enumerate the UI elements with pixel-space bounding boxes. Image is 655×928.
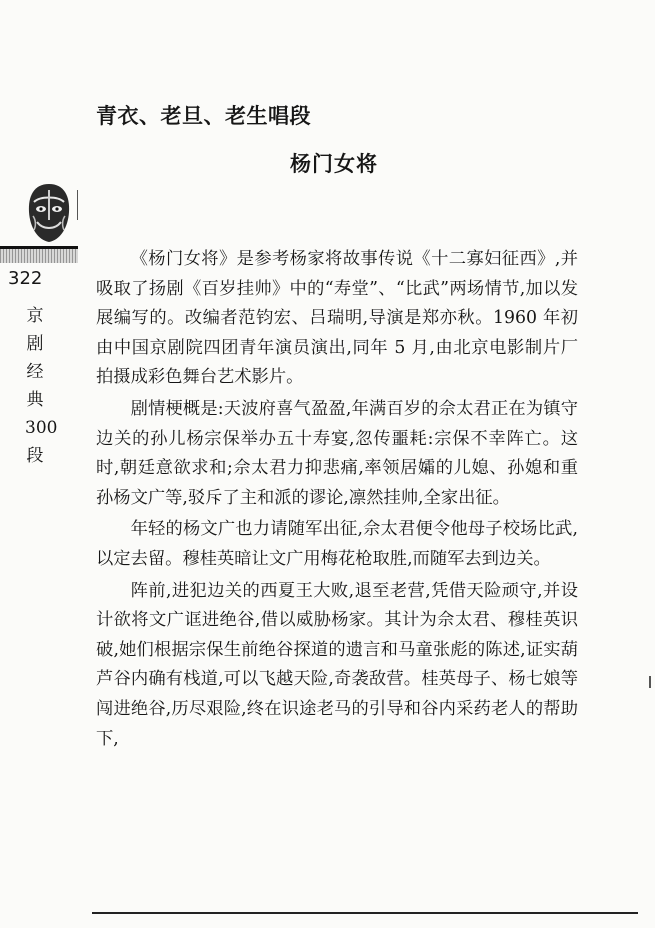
running-book-title: 京剧经典300段 bbox=[25, 306, 58, 466]
article-title: 杨门女将 bbox=[290, 152, 378, 176]
section-heading: 青衣、老旦、老生唱段 bbox=[96, 104, 311, 128]
page-number: 322 bbox=[8, 268, 43, 289]
body-text bbox=[96, 245, 578, 754]
paragraph-battle: 阵前,进犯边关的西夏王大败,退至老营,凭借天险顽守,并设计欲将文广诓进绝谷,借以威胁杨家。其计为佘太君、穆桂英识破,她们根据宗保生前绝谷探道的遗言和马童张彪的陈述,证实葫芦谷内确有栈道,可以飞越天险,奇袭敌营。桂英母子、杨七娘等闯进绝谷,历尽艰险,终在识途老马的引导和谷内采药老人的帮助下, bbox=[96, 580, 578, 749]
margin-vertical-rule bbox=[77, 190, 78, 220]
paragraph-contest: 年轻的杨文广也力请随军出征,佘太君便令他母子校场比武,以定去留。穆桂英暗让文广用梅花枪取胜,而随军去到边关。 bbox=[96, 519, 578, 569]
paragraph-synopsis: 剧情梗概是:天波府喜气盈盈,年满百岁的佘太君正在为镇守边关的孙儿杨宗保举办五十寿宴,忽传噩耗:宗保不幸阵亡。这时,朝廷意欲求和;佘太君力抑悲痛,率领居孀的儿媳、孙媳和重孙杨文广等,驳斥了主和派的谬论,凛然挂帅,全家出征。 bbox=[96, 398, 578, 508]
edge-mark bbox=[649, 676, 651, 688]
margin-shade-band bbox=[0, 249, 78, 263]
opera-mask-icon bbox=[24, 182, 74, 244]
footer-rule bbox=[92, 912, 638, 914]
paragraph-intro: 《杨门女将》是参考杨家将故事传说《十二寡妇征西》,并吸取了扬剧《百岁挂帅》中的“寿堂”、“比武”两场情节,加以发展编写的。改编者范钧宏、吕瑞明,导演是郑亦秋。1960 年初由中国京剧院四团青年演员演出,同年 5 月,由北京电影制片厂拍摄成彩色舞台艺术影片。 bbox=[96, 249, 578, 388]
